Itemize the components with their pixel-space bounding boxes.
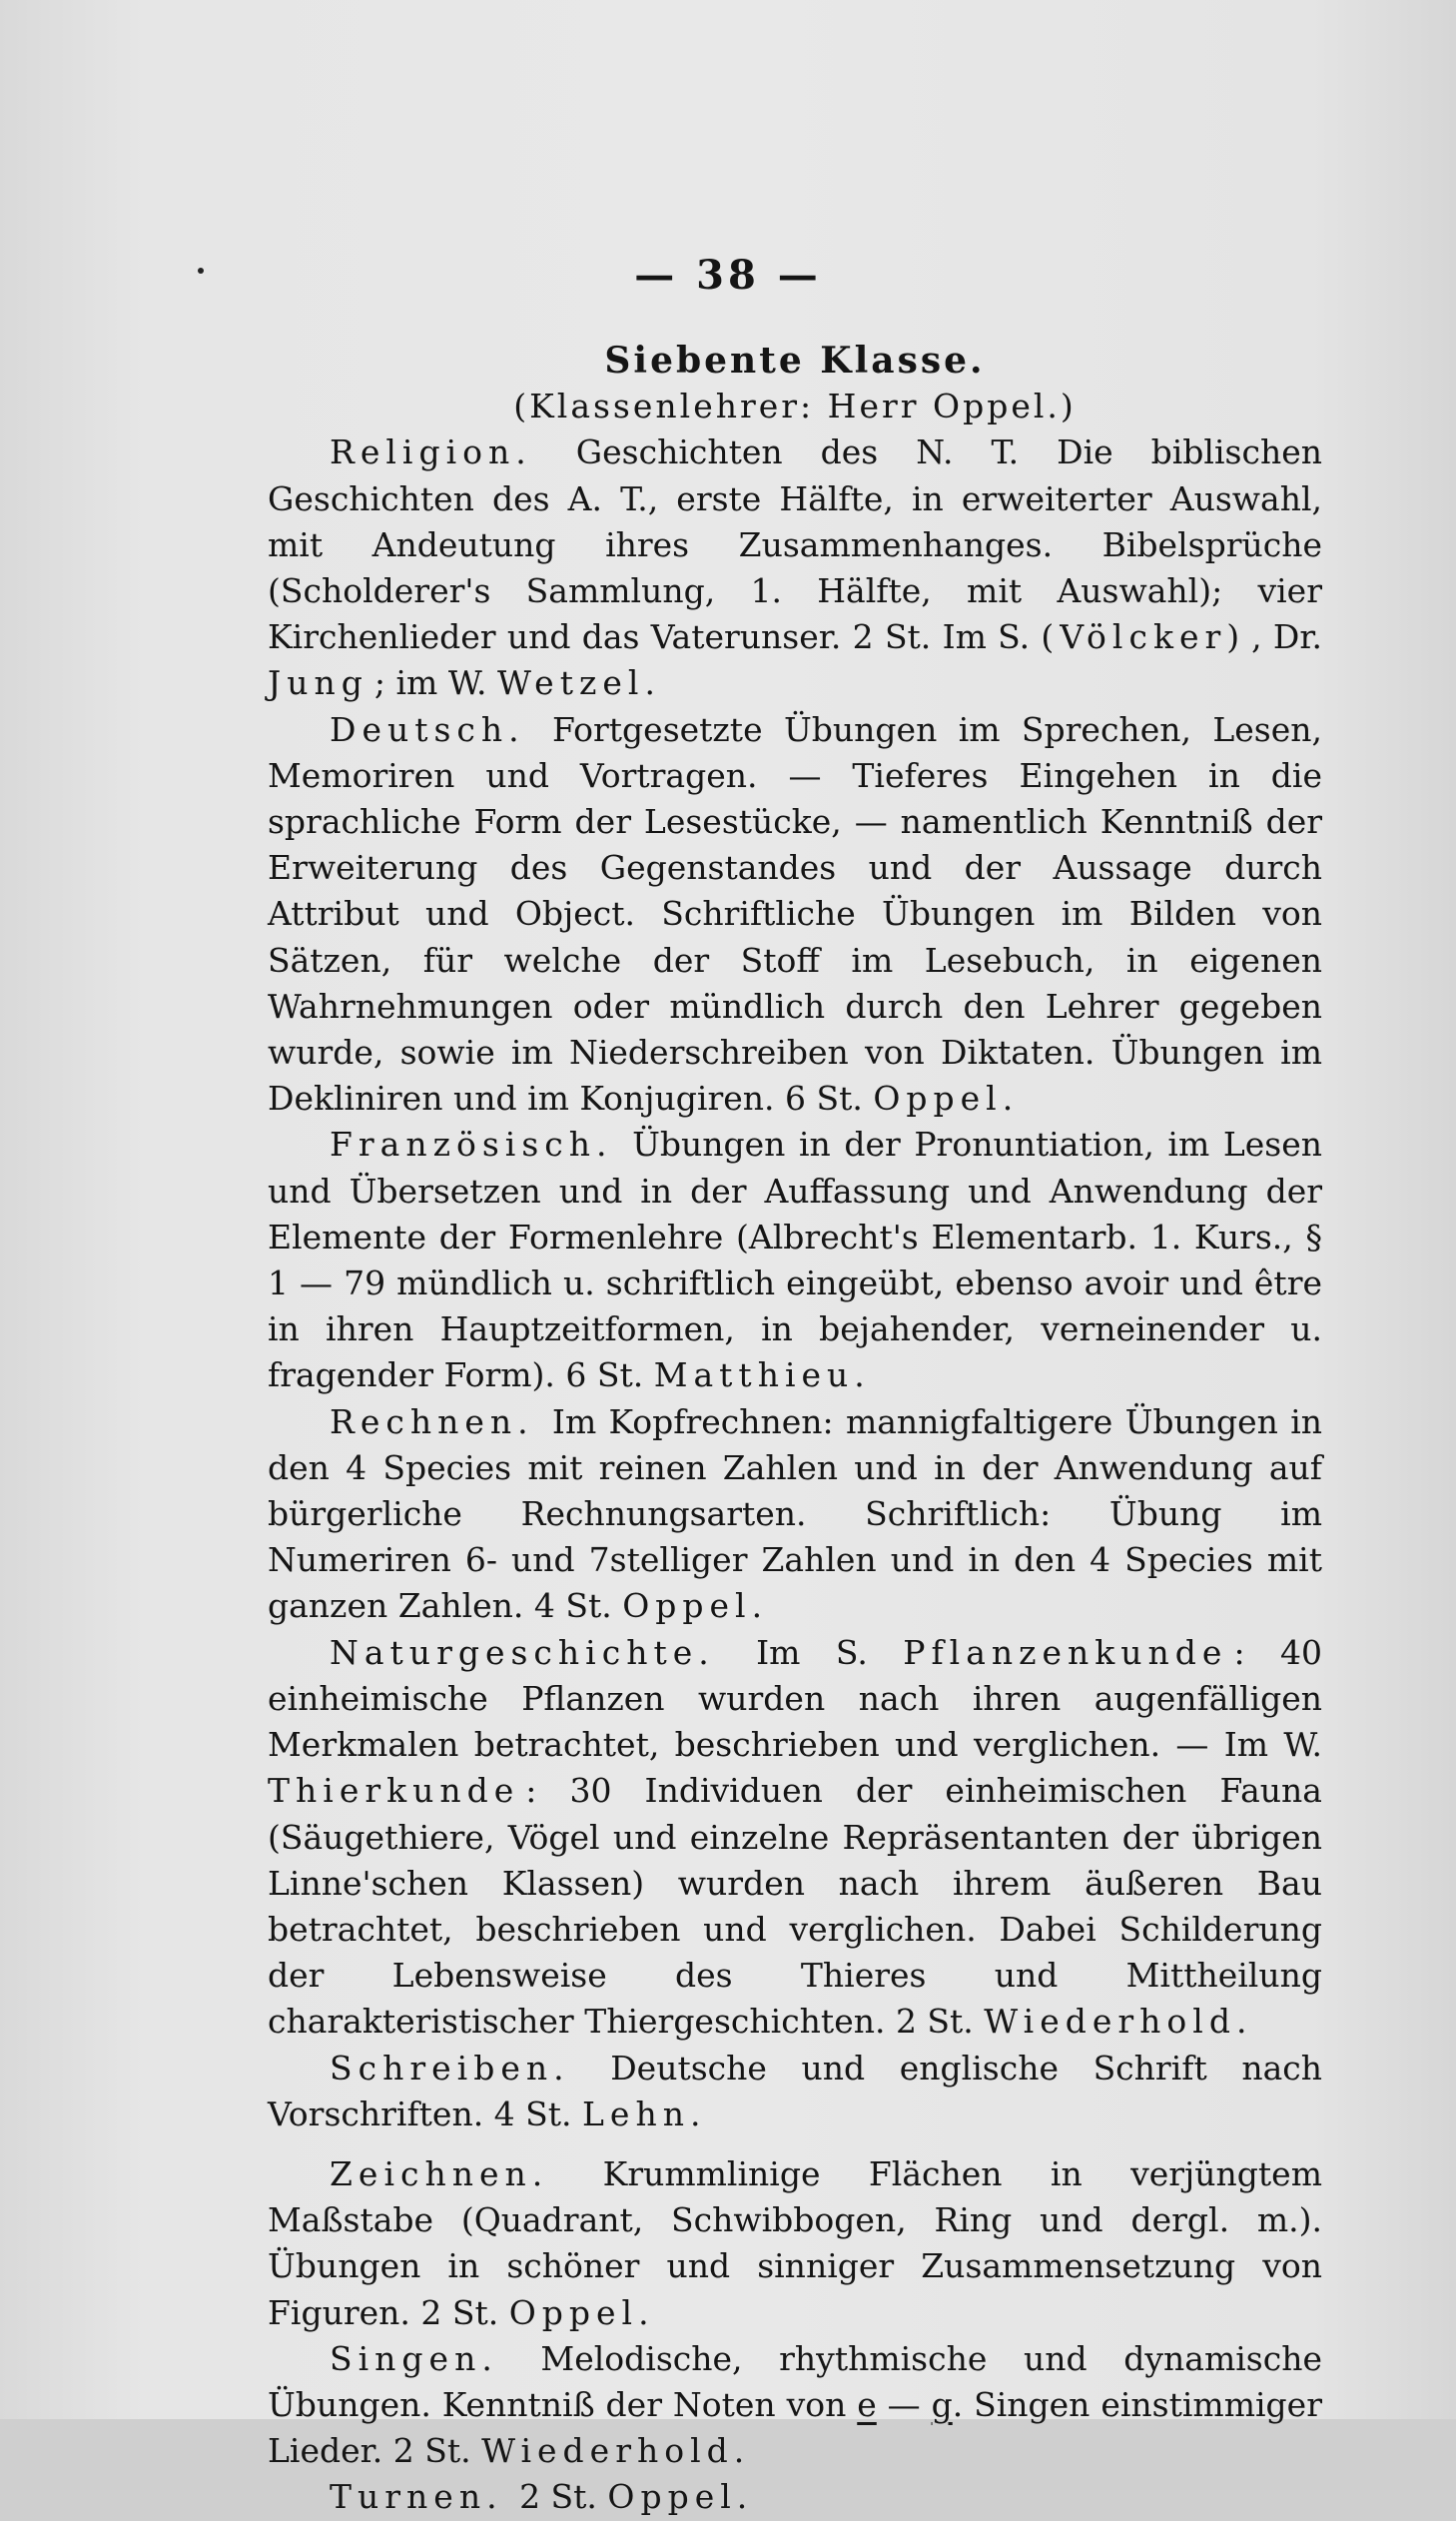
subject-name: Rechnen.: [330, 1401, 534, 1441]
note-e: e: [857, 2384, 877, 2424]
section-title: Siebente Klasse.: [604, 340, 986, 382]
subject-name: Singen.: [330, 2338, 498, 2378]
paragraph-rechnen: Rechnen. Im Kopfrechnen: mannigfaltigere Übungen in den 4 Species mit reinen Zahlen und in der Anwendung auf bürgerliche Rechnungsarten. Schriftlich: Übung im Numeriren 6- und 7stelliger Zahlen und in den 4 Species mit ganzen Zahlen. 4 St. Oppel.: [268, 1401, 1322, 1626]
page-body: [268, 338, 1322, 2521]
subject-name: Turnen.: [330, 2477, 503, 2517]
subject-name: Deutsch.: [330, 709, 525, 749]
note-g: g: [931, 2384, 953, 2424]
paragraph-singen: Singen. Melodische, rhythmische und dynamische Übungen. Kenntniß der Noten von e — g. Singen einstimmiger Lieder. 2 St. Wiederhold.: [268, 2338, 1322, 2471]
paragraph-franzoesisch: Französisch. Übungen in der Pronuntiation, im Lesen und Übersetzen und in der Auffassung und Anwendung der Elemente der Formenlehre (Albrecht's Elementarb. 1. Kurs., § 1 — 79 mündlich u. schriftlich eingeübt, ebenso avoir und être in ihren Hauptzeitformen, in bejahender, verneinender u. fragender Form). 6 St. Matthieu.: [268, 1125, 1322, 1395]
page-number: — 38 —: [634, 252, 822, 299]
paragraph-schreiben: Schreiben. Deutsche und englische Schrift nach Vorschriften. 4 St. Lehn.: [268, 2048, 1322, 2133]
paragraph-turnen: Turnen. 2 St. Oppel.: [330, 2477, 754, 2517]
section-teacher: (Klassenlehrer: Herr Oppel.): [513, 387, 1077, 426]
subject-name: Zeichnen.: [330, 2153, 549, 2193]
paragraph-deutsch: Deutsch. Fortgesetzte Übungen im Sprechen, Lesen, Memoriren und Vortragen. — Tieferes Eingehen in die sprachliche Form der Lesestücke, — namentlich Kenntniß der Erweiterung des Gegenstandes und der Aussage durch Attribut und Object. Schriftliche Übungen im Bilden von Sätzen, für welche der Stoff im Lesebuch, in eigenen Wahrnehmungen oder mündlich durch den Lehrer gegeben wurde, sowie im Niederschreiben von Diktaten. Übungen im Dekliniren und im Konjugiren. 6 St. Oppel.: [268, 709, 1322, 1119]
paragraph-gap: [268, 2137, 1322, 2151]
subject-name: Schreiben.: [330, 2048, 570, 2088]
subject-name: Religion.: [330, 432, 532, 472]
paragraph-religion: Religion. Geschichten des N. T. Die biblischen Geschichten des A. T., erste Hälfte, in erweiterter Auswahl, mit Andeutung ihres Zusammenhanges. Bibelsprüche (Scholderer's Sammlung, 1. Hälfte, mit Auswahl); vier Kirchenlieder und das Vaterunser. 2 St. Im S. (Völcker) , Dr. Jung ; im W. Wetzel.: [268, 432, 1323, 703]
paragraph-zeichnen: Zeichnen. Krummlinige Flächen in verjüngtem Maßstabe (Quadrant, Schwibbogen, Ring und dergl. m.). Übungen in schöner und sinniger Zusammensetzung von Figuren. 2 St. Oppel.: [268, 2153, 1322, 2332]
paragraph-naturgeschichte: Naturgeschichte. Im S. Pflanzenkunde : 40 einheimische Pflanzen wurden nach ihren augenfälligen Merkmalen betrachtet, beschrieben und verglichen. — Im W. Thierkunde : 30 Individuen der einheimischen Fauna (Säugethiere, Vögel und einzelne Repräsentanten der übrigen Linne'schen Klassen) wurden nach ihrem äußeren Bau betrachtet, beschrieben und verglichen. Dabei Schilderung der Lebensweise des Thieres und Mittheilung charakteristischer Thiergeschichten. 2 St. Wiederhold.: [268, 1632, 1322, 2042]
subject-name: Naturgeschichte.: [330, 1632, 715, 1672]
subject-name: Französisch.: [330, 1125, 613, 1165]
